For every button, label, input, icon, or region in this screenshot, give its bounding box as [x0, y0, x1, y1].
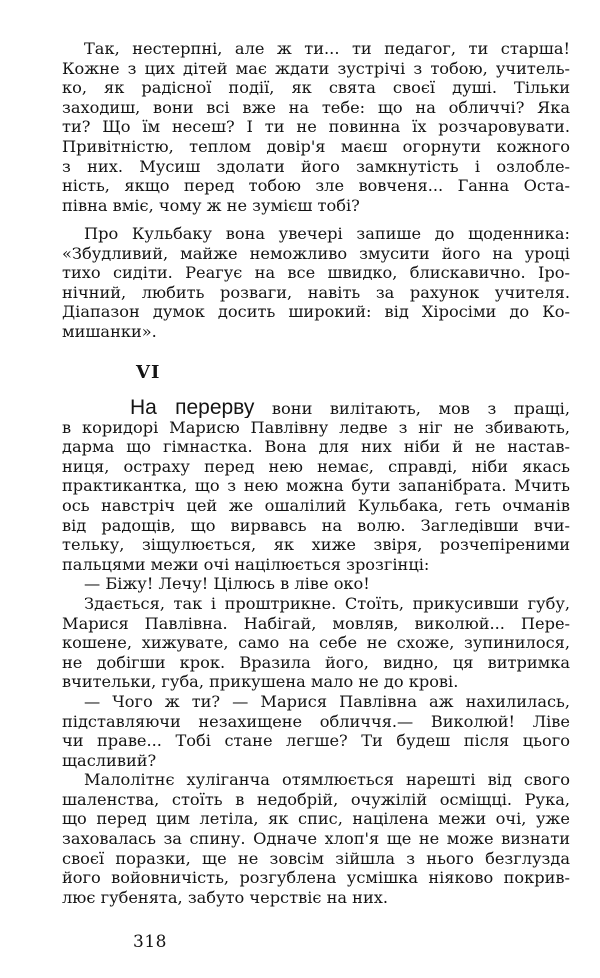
- text-line: — Чого ж ти? — Марися Павлівна аж нахилилась,: [84, 691, 570, 711]
- paragraph-monologue: [62, 39, 570, 215]
- text-line: ось навстріч цей же ошалілий Кульбака, геть очманів: [62, 495, 570, 515]
- text-line: своєї поразки, ще не зовсім зійшла з нього безглузда: [62, 848, 570, 868]
- text-line: ниця, остраху перед нею немає, справді, ніби якась: [62, 456, 570, 476]
- text-line: Малолітнє хуліганча отямлюється нарешті від свого: [84, 770, 570, 790]
- text-line: практикантка, що з нею можна бути запанібрата. Мчить: [62, 476, 570, 496]
- text-line: — Біжу! Лечу! Цілюсь в ліве око!: [84, 574, 370, 594]
- text-line: чи праве... Тобі стане легше? Ти будеш після цього: [62, 731, 570, 751]
- text-line: Кожне з цих дітей має ждати зустрічі з тобою, учитель-: [62, 58, 570, 78]
- text-line: в коридорі Марисю Павлівну ледве з ніг не збивають,: [62, 417, 570, 437]
- text-line: Здається, так і проштрикне. Стоїть, прикусивши губу,: [84, 593, 570, 613]
- chapter-text: [62, 398, 570, 907]
- text-line: Марися Павлівна. Набігай, мовляв, виколюй... Пере-: [62, 613, 570, 633]
- text-line: пальцями межи очі націлюється зрозгінці:: [62, 554, 430, 574]
- text-line: заходиш, вони всі вже на тебе: що на обличчі? Яка: [62, 97, 570, 117]
- text-line: «Збудливий, майже неможливо змусити його на уроці: [62, 243, 570, 263]
- text-line: лює губенята, забуто черствіє на них.: [62, 887, 389, 907]
- text-line: ко, як радісної події, як свята своєї душі. Тільки: [62, 78, 570, 98]
- page-number: 318: [133, 932, 167, 952]
- text-line: що перед цим летіла, як спис, націлена межи очі, уже: [62, 809, 570, 829]
- text-line: заховалась за спину. Одначе хлоп'я ще не може визнати: [62, 829, 570, 849]
- text-line: підставляючи незахищене обличчя.— Виколюй! Ліве: [62, 711, 570, 731]
- text-line: від радощів, що вирвавсь на волю. Загледівши вчи-: [62, 515, 570, 535]
- text-line: з них. Мусиш здолати його замкнутість і озлобле-: [62, 156, 570, 176]
- text-line: Привітністю, теплом довір'я маєш огорнути кожного: [62, 136, 570, 156]
- text-line: шаленства, стоїть в недобрій, очужілій осміщці. Рука,: [62, 789, 570, 809]
- text-line: Діапазон думок досить широкий: від Хіросіми до Ко-: [62, 302, 570, 322]
- text-line: нічний, любить розваги, навіть за рахунок учителя.: [62, 282, 570, 302]
- text-line-first: [62, 398, 570, 418]
- text-line: дарма що гімнастка. Вона для них ніби й не настав-: [62, 437, 570, 457]
- text-line: Так, нестерпні, але ж ти... ти педагог, ти старша!: [84, 39, 570, 58]
- chapter-heading: VI: [136, 362, 161, 383]
- text-line: мишанки».: [62, 321, 157, 341]
- text-line: півна вміє, чому ж не зумієш тобі?: [62, 195, 360, 215]
- text-line: щасливий?: [62, 750, 157, 770]
- text-line: не добігши крок. Вразила його, видно, ця витримка: [62, 652, 570, 672]
- chapter-first-line-rest: вони вилітають, мов з пращі,: [254, 399, 570, 418]
- text-line: його войовничість, розгублена усмішка ніяково покрив-: [62, 868, 570, 888]
- text-line: ти? Що їм несеш? І ти не повинна їх розчаровувати.: [62, 117, 570, 137]
- text-line: тихо сидіти. Реагує на все швидко, блискавично. Іро-: [62, 263, 570, 283]
- chapter-first-words: На перерву: [130, 398, 255, 418]
- text-line: вчительки, губа, прикушена мало не до крові.: [62, 672, 459, 692]
- text-line: Про Кульбаку вона увечері запише до щоденника:: [84, 224, 570, 243]
- text-line: тельку, зіщулюється, як хиже звіря, розчепіреними: [62, 535, 570, 555]
- text-line: кошене, хижувате, само на себе не схоже, зупинилося,: [62, 633, 570, 653]
- text-line: ність, якщо перед тобою зле вовченя... Ганна Оста-: [62, 176, 570, 196]
- paragraph-diary: [62, 224, 570, 342]
